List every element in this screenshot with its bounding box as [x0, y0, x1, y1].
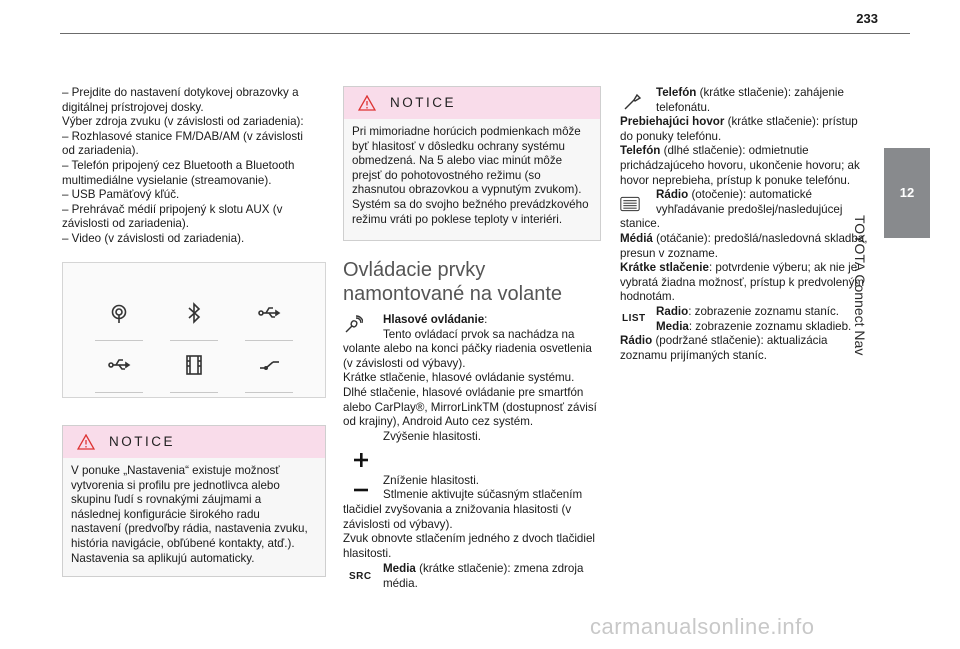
list-scroll-icon [620, 194, 640, 219]
source-icons-panel [62, 262, 326, 398]
warning-icon [358, 95, 376, 111]
notice-title: NOTICE [109, 433, 176, 449]
usb-icon[interactable] [95, 353, 143, 393]
minus-icon [351, 480, 371, 505]
phone-icon [622, 92, 642, 117]
page-number: 233 [856, 11, 878, 26]
bluetooth-icon[interactable] [170, 301, 218, 341]
src-label: SRC [349, 571, 372, 583]
radio-icon[interactable] [95, 301, 143, 341]
video-icon[interactable] [170, 353, 218, 393]
aux-icon[interactable] [245, 353, 293, 393]
chapter-title: TOYOTA Connect Nav [852, 215, 868, 356]
chapter-number: 12 [899, 184, 915, 200]
notice-temperature: NOTICE Pri mimoriadne horúcich podmienkach môže byť hlasitosť v dôsledku ochrany systému obmedzená. Na 5 alebo viac minút môže prejsť do pohotovostného režimu (so zhasnutou obrazovkou a vypnutým zvukom). Systém sa do svojho bežného prevádzkového režimu vráti po poklese teploty v interiéri. [343, 86, 601, 241]
chapter-tab[interactable] [884, 148, 930, 238]
warning-icon [77, 434, 95, 450]
intro-text: – Prejdite do nastavení dotykovej obrazovky a digitálnej prístrojovej dosky. Výber zdroja zvuku (v závislosti od zariadenia): – Rozhlasové stanice FM/DAB/AM (v závislosti od zariadenia). – Telefón pripojený cez Bluetooth a Bluetooth multimediálne vysielanie (streamovanie). – USB Pamäťový kľúč. – Prehrávač médií pripojený k slotu AUX (v závislosti od zariadenia). – Video (v závislosti od zariadenia). [62, 86, 304, 245]
voice-control-icon [343, 315, 363, 340]
list-label: LIST [622, 312, 646, 324]
watermark: carmanualsonline.info [590, 614, 815, 639]
steering-controls-text: Hlasové ovládanie: Tento ovládací prvok sa nachádza na volante alebo na konci páčky riadenia osvetlenia (v závislosti od výbavy). Krátke stlačenie, hlasové ovládanie systému. Dlhé stlačenie, hlasové ovládanie pre smartfón alebo CarPlay®, MirrorLinkTM (dostupnosť závisí od krajiny), Android Auto cez systém. Zvýšenie hlasitosti. Zníženie hlasitosti. Stlmenie aktivujte súčasným stlačením tlačidiel zvyšovania a znižovania hlasitosti (v závislosti od výbavy). Zvuk obnovte stlačením jedného z dvoch tlačidiel hlasitosti. SRC Media (krátke stlačenie): zmena zdroja média. [343, 313, 597, 590]
notice-header [63, 426, 325, 458]
steering-controls-text-2: Telefón (krátke stlačenie): zahájenie telefonátu. Prebiehajúci hovor (krátke stlačenie): prístup do ponuky telefónu. Telefón (dlhé stlačenie): odmietnutie prichádzajúceho hovoru, ukončenie hovoru; ak hovor neprebieha, prístup k ponuke telefónu. Rádio (otočenie): automatické vyhľadávanie predošlej/nasledujúcej stanice. Médiá (otáčanie): predošlá/nasledovná skladba, presun v zozname. Krátke stlačenie: potvrdenie výberu; ak nie je vybratá žiadna možnosť, prístup k predvoleným hodnotám. LIST Radio: zobrazenie zoznamu staníc. Media: zobrazenie zoznamu skladieb. Rádio (podržané stlačenie): aktualizácia zoznamu prijímaných staníc. [620, 86, 868, 362]
section-title: Ovládacie prvky namontované na volante [343, 259, 563, 305]
top-divider [60, 33, 910, 34]
plus-icon [351, 450, 371, 475]
usb-icon[interactable] [245, 301, 293, 341]
notice-profiles: NOTICE V ponuke „Nastavenia“ existuje možnosť vytvorenia si profilu pre jednotlivca alebo skupinu ľudí s rovnakými záujmami a následnej konfigurácie širokého radu nastavení (predvoľby rádia, nastavenia zvuku, história navigácie, obľúbené kontakty, atď.). Nastavenia sa aplikujú automaticky. [62, 425, 326, 577]
notice-title: NOTICE [390, 94, 457, 110]
notice-header [344, 87, 600, 119]
